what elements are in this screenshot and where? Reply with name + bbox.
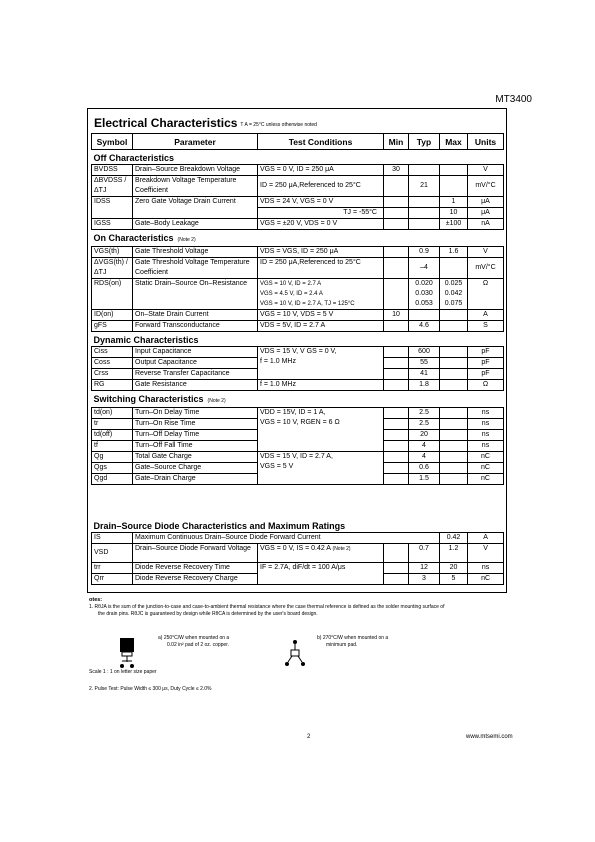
table-row: td(off) Turn–Off Delay Time 20 ns — [92, 430, 504, 441]
table-row: Qg Total Gate Charge VDS = 15 V, ID = 2.7 A, VGS = 5 V 4 nC — [92, 452, 504, 463]
table-row: VSD Drain–Source Diode Forward Voltage VGS = 0 V, IS = 0.42 A (Note 2) 0.7 1.2 V — [92, 544, 504, 563]
table-row: Coss Output Capacitance 55 pF — [92, 358, 504, 369]
table-row: VGS(th) Gate Threshold Voltage VDS = VGS, ID = 250 μA 0.9 1.6 V — [92, 247, 504, 258]
note-2: 2. Pulse Test: Pulse Width ≤ 300 μs, Duty Cycle ≤ 2.0% — [89, 686, 212, 692]
table-row: ID(on) On–State Drain Current VGS = 10 V, VDS = 5 V 10 A — [92, 310, 504, 321]
heading-note: T A = 25°C unless otherwise noted — [240, 122, 317, 128]
table-row: ΔBVDSS / ΔTJ Breakdown Voltage Temperature Coefficient ID = 250 μA,Referenced to 25°C 21 mV/°C — [92, 176, 504, 197]
section-off: Off Characteristics — [92, 150, 504, 165]
table-row: BVDSS Drain–Source Breakdown Voltage VGS = 0 V, ID = 250 μA 30 V — [92, 165, 504, 176]
table-row: TJ = -55°C 10 μA — [92, 208, 504, 219]
section-dynamic: Dynamic Characteristics — [92, 332, 504, 347]
section-diode: Drain–Source Diode Characteristics and Maximum Ratings — [92, 518, 504, 533]
table-row: Qgd Gate–Drain Charge 1.5 nC — [92, 474, 504, 485]
characteristics-table — [91, 133, 504, 485]
table-row: IS Maximum Continuous Drain–Source Diode Forward Current 0.42 A — [92, 533, 504, 544]
table-row: ΔVGS(th) / ΔTJ Gate Threshold Voltage Temperature Coefficient ID = 250 μA,Referenced to 25°C –4 mV/°C — [92, 258, 504, 279]
table-row: Qgs Gate–Source Charge 0.6 nC — [92, 463, 504, 474]
section-heading: Electrical Characteristics T A = 25°C unless otherwise noted — [94, 116, 317, 130]
figure-caption-b: b) 270°C/W when mounted on a minimum pad. — [317, 635, 389, 648]
pad-layout-a-icon — [110, 636, 150, 672]
table-row: Crss Reverse Transfer Capacitance 41 pF — [92, 369, 504, 380]
section-switching: Switching Characteristics (Note 2) — [92, 391, 504, 408]
table-row: tr Turn–On Rise Time 2.5 ns — [92, 419, 504, 430]
table-row: IGSS Gate–Body Leakage VGS = ±20 V, VDS = 0 V ±100 nA — [92, 219, 504, 230]
table-row: RDS(on) Static Drain–Source On–Resistance VGS = 10 V, ID = 2.7 A VGS = 4.5 V, ID = 2.4 A VGS = 10 V, ID = 2.7 A, TJ = 125°C 0.020 0.030 0.053 0.025 0.042 0.075 Ω — [92, 279, 504, 310]
table-row: gFS Forward Transconductance VDS = 5V, ID = 2.7 A 4.6 S — [92, 321, 504, 332]
table-row: Ciss Input Capacitance VDS = 15 V, V GS = 0 V, f = 1.0 MHz 600 pF — [92, 347, 504, 358]
figure-caption-a: a) 250°C/W when mounted on a 0.02 in² pad of 2 oz. copper. — [158, 635, 230, 648]
scale-note: Scale 1 : 1 on letter size paper — [89, 669, 157, 675]
diode-table — [91, 518, 504, 585]
page-number: 2 — [307, 734, 311, 740]
pad-layout-b-icon — [280, 638, 310, 670]
electrical-characteristics-frame — [87, 108, 507, 593]
table-row: RG Gate Resistance f = 1.0 MHz 1.8 Ω — [92, 380, 504, 391]
footer-url[interactable]: www.mtsemi.com — [466, 734, 513, 740]
part-number: MT3400 — [495, 94, 532, 105]
header-row: Symbol Parameter Test Conditions Min Typ Max Units — [92, 134, 504, 150]
table-row: Qrr Diode Reverse Recovery Charge 3 5 nC — [92, 574, 504, 585]
table-row: trr Diode Reverse Recovery Time IF = 2.7A, diF/dt = 100 A/μs 12 20 ns — [92, 563, 504, 574]
table-row: td(on) Turn–On Delay Time VDD = 15V, ID = 1 A, VGS = 10 V, RGEN = 6 Ω 2.5 ns — [92, 408, 504, 419]
section-on: On Characteristics (Note 2) — [92, 230, 504, 247]
table-row: tf Turn–Off Fall Time 4 ns — [92, 441, 504, 452]
table-row: IDSS Zero Gate Voltage Drain Current VDS = 24 V, VGS = 0 V 1 μA — [92, 197, 504, 208]
notes-block: otes: 1. RθJA is the sum of the junction-to-case and case-to-ambient thermal resistance where the case thermal reference is defined as the solder mounting surface of the drain pins. RθJC is guaranteed by design while RθCA is determined by the user's board design. — [89, 597, 445, 617]
